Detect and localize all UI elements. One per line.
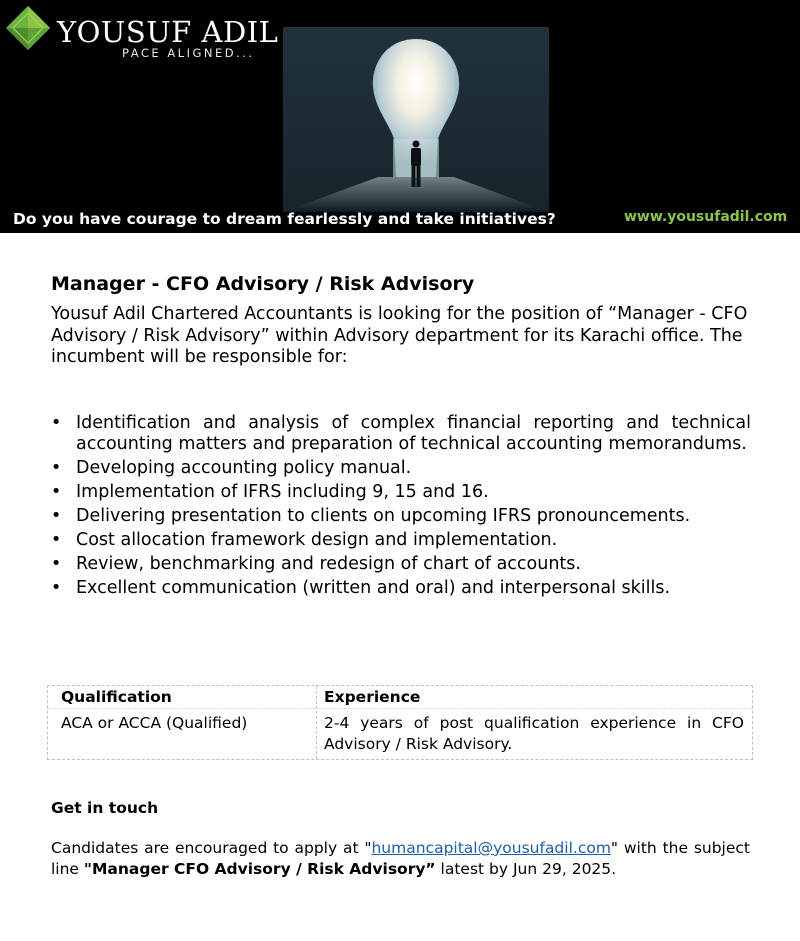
logo-wordmark: YOUSUF ADIL: [57, 15, 279, 49]
job-description: [51, 270, 751, 602]
qualification-header: Qualification: [61, 688, 172, 706]
bullet-icon: •: [51, 578, 62, 598]
requirements-table: [47, 685, 753, 760]
bullet-icon: •: [51, 554, 62, 574]
company-logo[interactable]: [5, 5, 279, 65]
bullet-icon: •: [51, 412, 62, 433]
experience-header: Experience: [324, 688, 421, 706]
job-title: Manager - CFO Advisory / Risk Advisory: [51, 273, 475, 295]
header-banner: [0, 0, 800, 233]
website-link[interactable]: www.yousufadil.com: [624, 209, 788, 225]
qualification-value: ACA or ACCA (Qualified): [61, 714, 248, 732]
hero-lightbulb-image: [283, 27, 549, 212]
bullet-icon: •: [51, 530, 62, 550]
list-item: • Cost allocation framework design and implementation.: [51, 530, 558, 550]
job-intro: Yousuf Adil Chartered Accountants is looking for the position of “Manager - CFO Advisory / Risk Advisory” within Advisory department for its Karachi office. The incumbent will be responsible for:: [51, 304, 748, 367]
banner-tagline: Do you have courage to dream fearlessly and take initiatives?: [13, 210, 556, 228]
list-item: • Identification and analysis of complex financial reporting and technical accounting matters and preparation of technical accounting memorandums.: [51, 412, 751, 454]
table-divider: [48, 708, 752, 709]
logo-diamond-icon: [5, 5, 51, 51]
experience-value: 2-4 years of post qualification experience in CFO Advisory / Risk Advisory.: [324, 714, 744, 753]
list-item: • Developing accounting policy manual.: [51, 458, 412, 478]
list-item: • Review, benchmarking and redesign of chart of accounts.: [51, 554, 581, 574]
contact-heading: Get in touch: [51, 799, 159, 817]
list-item: • Excellent communication (written and oral) and interpersonal skills.: [51, 578, 671, 598]
list-item: • Delivering presentation to clients on upcoming IFRS pronouncements.: [51, 506, 691, 526]
bullet-icon: •: [51, 482, 62, 502]
table-divider: [316, 686, 317, 759]
subject-line: "Manager CFO Advisory / Risk Advisory”: [83, 860, 436, 878]
list-item: • Implementation of IFRS including 9, 15 and 16.: [51, 482, 489, 502]
logo-tagline: PACE ALIGNED...: [122, 46, 255, 60]
email-link[interactable]: humancapital@yousufadil.com: [371, 839, 611, 857]
bullet-icon: •: [51, 458, 62, 478]
contact-text: Candidates are encouraged to apply at "humancapital@yousufadil.com" with the subject line "Manager CFO Advisory / Risk Advisory” latest by Jun 29, 2025.: [51, 839, 751, 878]
bullet-icon: •: [51, 506, 62, 526]
responsibilities-list: [51, 413, 751, 600]
